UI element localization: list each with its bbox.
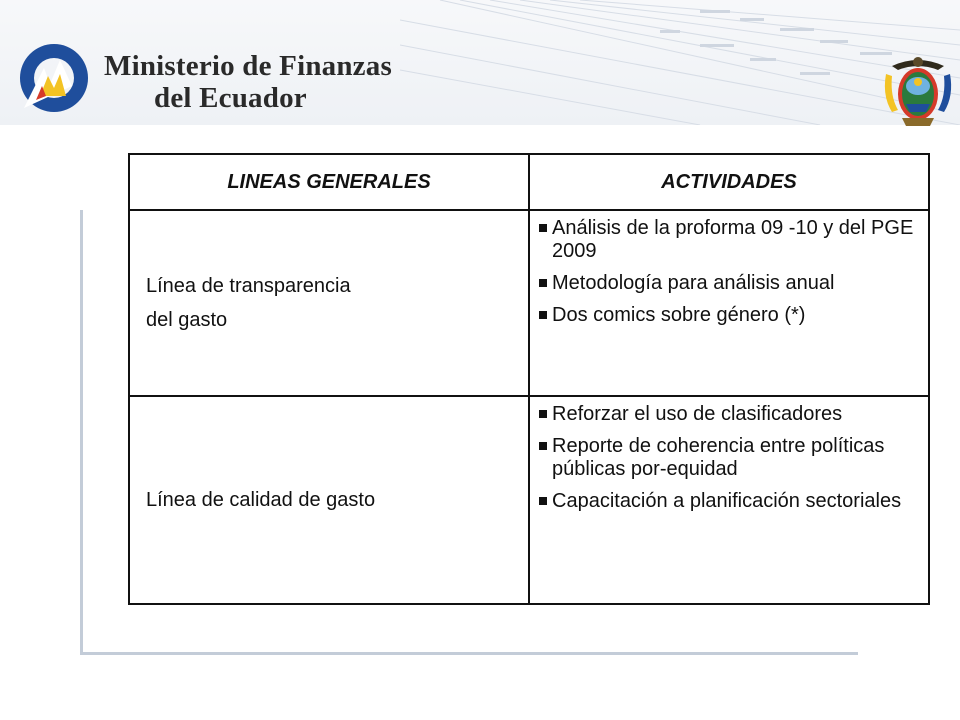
ecuador-coat-of-arms-icon bbox=[880, 52, 956, 130]
activities-cell bbox=[529, 396, 929, 604]
frame-left-line bbox=[80, 210, 83, 655]
line-name-part: Línea de transparencia bbox=[146, 275, 351, 297]
table-header-row bbox=[129, 154, 929, 210]
brand-line-2: del Ecuador bbox=[154, 82, 307, 114]
column-header-lineas-generales: LINEAS GENERALES bbox=[129, 154, 529, 210]
frame-bottom-line bbox=[80, 652, 858, 655]
table-row bbox=[129, 210, 929, 396]
header-texture-decoration bbox=[400, 0, 960, 125]
table-row bbox=[129, 396, 929, 604]
general-line-cell bbox=[129, 210, 529, 396]
slide-header bbox=[0, 0, 960, 125]
ministry-brand bbox=[104, 50, 392, 114]
activity-item: Dos comics sobre género (*) bbox=[538, 304, 918, 327]
line-name-part: del gasto bbox=[146, 309, 228, 331]
ministry-logo-icon bbox=[14, 38, 94, 118]
general-line-cell bbox=[129, 396, 529, 604]
activities-list bbox=[538, 403, 918, 513]
brand-line-1: Ministerio de Finanzas bbox=[104, 50, 392, 82]
activity-item: Capacitación a planificación sectoriales bbox=[538, 490, 918, 513]
column-header-actividades: ACTIVIDADES bbox=[529, 154, 929, 210]
activity-item: Reforzar el uso de clasificadores bbox=[538, 403, 918, 426]
activity-item: Reporte de coherencia entre políticas públicas por-equidad bbox=[538, 435, 918, 481]
lines-activities-table bbox=[128, 153, 930, 605]
activity-item: Metodología para análisis anual bbox=[538, 272, 918, 295]
activities-list bbox=[538, 217, 918, 327]
activities-cell bbox=[529, 210, 929, 396]
activity-item: Análisis de la proforma 09 -10 y del PGE 2009 bbox=[538, 217, 918, 263]
line-name-part: Línea de calidad de gasto bbox=[146, 489, 376, 511]
